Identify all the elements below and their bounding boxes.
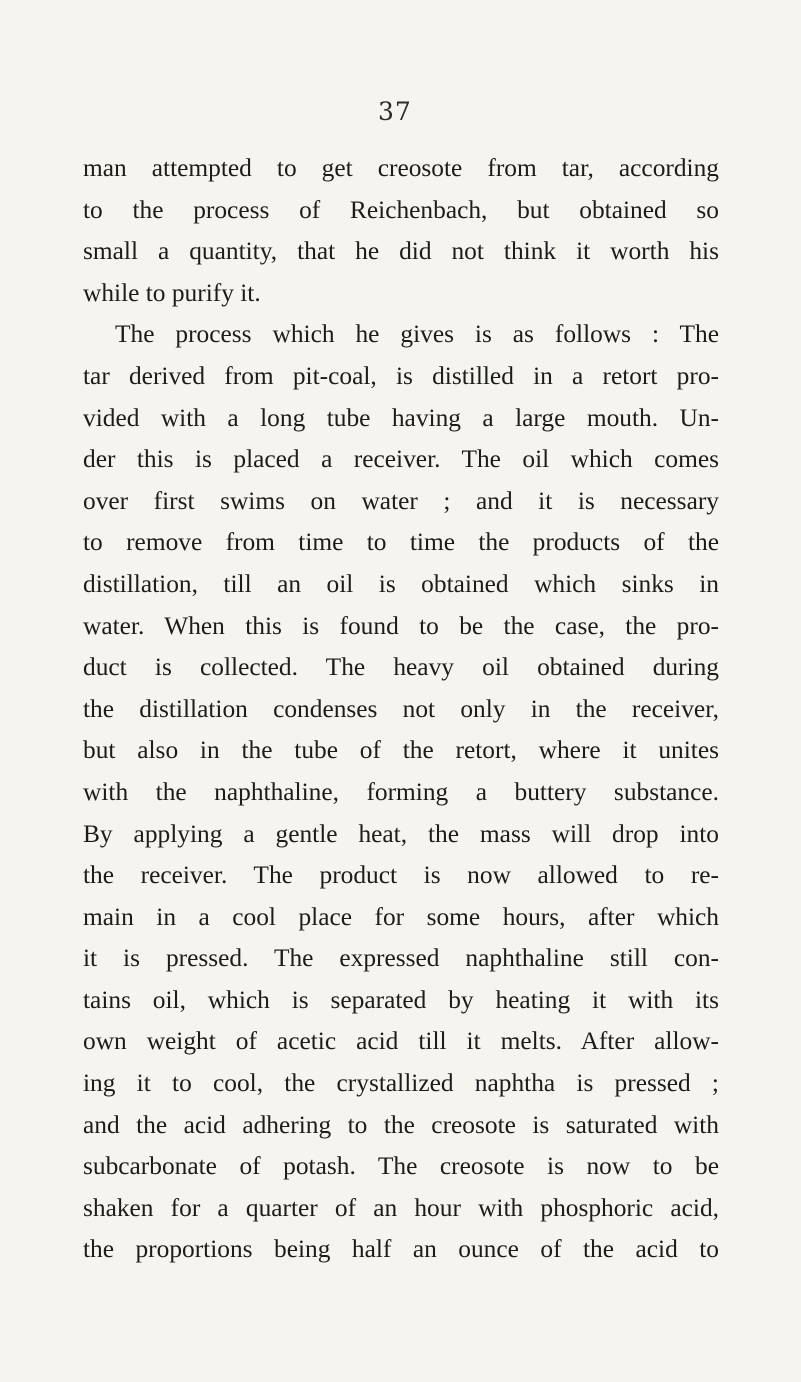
text-line: the distillation condenses not only in the receiver, (83, 694, 719, 723)
text-line: and the acid adhering to the creosote is saturated with (83, 1110, 719, 1139)
text-line: water. When this is found to be the case, the pro- (83, 611, 719, 640)
text-line: man attempted to get creosote from tar, according (83, 154, 719, 182)
text-line: with the naphthaline, forming a buttery substance. (83, 777, 719, 806)
text-line: By applying a gentle heat, the mass will drop into (83, 819, 719, 848)
text-line: The process which he gives is as follows : The (115, 320, 719, 349)
text-line: the receiver. The product is now allowed to re- (83, 861, 719, 890)
text-line: tains oil, which is separated by heating it with its (83, 985, 719, 1014)
text-line: while to purify it. (83, 278, 261, 307)
text-line: but also in the tube of the retort, where it unites (83, 736, 719, 765)
text-line: over first swims on water ; and it is necessary (83, 486, 719, 515)
text-line: tar derived from pit-coal, is distilled in a retort pro- (83, 361, 719, 390)
text-line: shaken for a quarter of an hour with phosphoric acid, (83, 1193, 719, 1222)
text-line: to remove from time to time the products of the (83, 528, 719, 557)
text-line: duct is collected. The heavy oil obtained during (83, 653, 719, 682)
text-line: distillation, till an oil is obtained which sinks in (83, 569, 719, 598)
text-line: to the process of Reichenbach, but obtained so (83, 195, 719, 224)
text-line: the proportions being half an ounce of the acid to (83, 1235, 719, 1264)
text-line: subcarbonate of potash. The creosote is now to be (83, 1152, 719, 1181)
text-line: small a quantity, that he did not think it worth his (83, 237, 719, 266)
text-line: own weight of acetic acid till it melts. After allow- (83, 1027, 719, 1056)
page-number: 37 (378, 97, 412, 126)
text-line: der this is placed a receiver. The oil which comes (83, 445, 719, 474)
text-line: vided with a long tube having a large mouth. Un- (83, 403, 719, 432)
text-line: ing it to cool, the crystallized naphtha is pressed ; (83, 1069, 719, 1098)
text-line: it is pressed. The expressed naphthaline still con- (83, 944, 719, 973)
body-text (83, 148, 719, 1271)
text-line: main in a cool place for some hours, after which (83, 902, 719, 931)
